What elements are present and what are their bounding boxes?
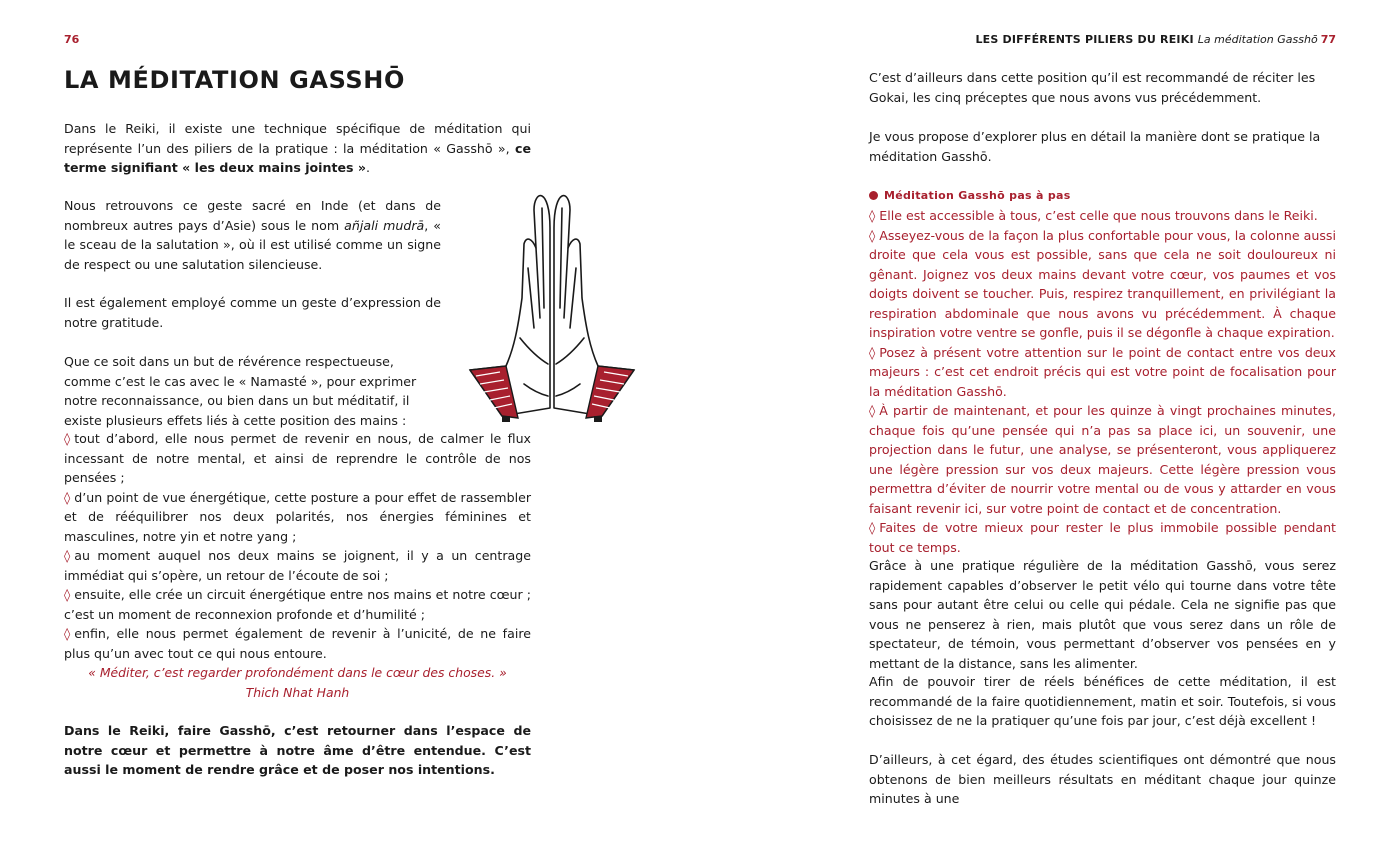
paragraph-anjali	[64, 196, 441, 274]
diamond-bullet-icon: ◊	[64, 431, 71, 446]
list-item: ◊ enfin, elle nous permet également de revenir à l’unicité, de ne faire plus qu’un avec tout ce qui nous entoure.	[64, 626, 531, 661]
quote-text: « Méditer, c’est regarder profondément dans le cœur des choses. »	[88, 665, 507, 680]
paragraph-benefits: Afin de pouvoir tirer de réels bénéfices de cette méditation, il est recommandé de la faire quotidiennement, matin et soir. Toutefois, si vous choisissez de ne la pratiquer qu’une fois par jour, c’est déjà excellent !	[869, 674, 1336, 728]
list-item: ◊ Posez à présent votre attention sur le point de contact entre vos deux majeurs : c’est cet endroit précis qui est votre point de focalisation pour la méditation Gasshō.	[869, 344, 1336, 399]
diamond-bullet-icon: ◊	[869, 208, 876, 223]
list-item: ◊ Elle est accessible à tous, c’est celle que nous trouvons dans le Reiki.	[869, 208, 1318, 223]
quote-author: Thich Nhat Hanh	[245, 684, 350, 700]
paragraph-studies: D’ailleurs, à cet égard, des études scientifiques ont démontré que nous obtenons de bien meilleurs résultats en méditant chaque jour quinze minutes à une	[869, 752, 1336, 806]
diamond-bullet-icon: ◊	[64, 587, 71, 602]
page-number-right: 77	[1320, 33, 1336, 46]
list-item: ◊ Faites de votre mieux pour rester le plus immobile possible pendant tout ce temps.	[869, 520, 1336, 555]
running-head-sub: La méditation Gasshō	[1197, 33, 1318, 46]
paragraph-practice: Grâce à une pratique régulière de la méditation Gasshō, vous serez rapidement capables d’observer le petit vélo qui tourne dans votre tête sans pour autant être celui ou celle qui pédale. Cela ne signifie pas que vous ne penserez à rien, mais plutôt que vous serez dans un rôle de spectateur, de témoin, vous permettant d’observer vos pensées en y mettant de la distance, sans les alimenter.	[869, 558, 1336, 671]
intro-text-a: Dans le Reiki, il existe une technique spécifique de méditation qui représente l’un des piliers de la pratique : la méditation « Gasshō »,	[64, 121, 531, 156]
intro-paragraph	[64, 119, 531, 178]
list-item: ◊ ensuite, elle crée un circuit énergétique entre nos mains et notre cœur ; c’est un moment de reconnexion profonde et d’humilité ;	[64, 587, 531, 622]
list-item: ◊ Asseyez-vous de la façon la plus confortable pour vous, la colonne aussi droite que cela vous est possible, sans que cela ne soit douloureux ni gênant. Joignez vos deux mains devant votre cœur, vos paumes et vos doigts doivent se toucher. Puis, respirez tranquillement, en privilégiant la respiration abdominale que nous avons vu précédemment. À chaque inspiration votre ventre se gonfle, puis il se dégonfle à chaque expiration.	[869, 227, 1336, 340]
running-head-main: LES DIFFÉRENTS PILIERS DU REIKI	[975, 33, 1194, 46]
diamond-bullet-icon: ◊	[869, 227, 876, 243]
bullet-dot-icon	[869, 191, 878, 200]
steps-heading: Méditation Gasshō pas à pas	[869, 189, 1071, 202]
steps-list	[869, 206, 1336, 557]
diamond-bullet-icon: ◊	[869, 520, 876, 535]
list-item: ◊ tout d’abord, elle nous permet de revenir en nous, de calmer le flux incessant de notre mental, et ainsi de reprendre le contrôle de nos pensées ;	[64, 431, 531, 485]
diamond-bullet-icon: ◊	[64, 489, 71, 505]
p2-text-c: , « le sceau de la salutation », où il est utilisé comme un signe de respect ou une salutation silencieuse.	[64, 217, 441, 272]
intro-text-bold: ce terme signifiant « les deux mains jointes »	[64, 140, 531, 175]
p2-text-italic: añjali mudrā	[344, 217, 425, 233]
praying-hands-icon	[462, 188, 642, 428]
list-item: ◊ d’un point de vue énergétique, cette posture a pour effet de rassembler et de rééquilibrer nos deux polarités, nos énergies féminines et masculines, notre yin et notre yang ;	[64, 489, 531, 544]
diamond-bullet-icon: ◊	[64, 626, 71, 641]
diamond-bullet-icon: ◊	[869, 344, 876, 360]
diamond-bullet-icon: ◊	[869, 403, 876, 418]
p2-text-a: Nous retrouvons ce geste sacré en Inde (et dans de nombreux autres pays d’Asie) sous le nom	[64, 198, 441, 233]
paragraph-explore: Je vous propose d’explorer plus en détail la manière dont se pratique la méditation Gasshō.	[869, 129, 1321, 164]
closing-paragraph: Dans le Reiki, faire Gasshō, c’est retourner dans l’espace de notre cœur et permettre à notre âme d’être entendue. C’est aussi le moment de rendre grâce et de poser nos intentions.	[64, 723, 531, 777]
list-item: ◊ À partir de maintenant, et pour les quinze à vingt prochaines minutes, chaque fois qu’une pensée qui n’a pas sa place ici, un souvenir, une projection dans le futur, une analyse, se présenteront, vous appliquerez une légère pression sur vos deux majeurs. Cette légère pression vous permettra d’éviter de nourrir votre mental ou de vous y attarder en vous faisant revenir ici, sur votre point de contact et de concentration.	[869, 403, 1336, 516]
quote-block	[64, 663, 531, 702]
running-head	[975, 33, 1336, 46]
intro-text-c: .	[366, 160, 371, 175]
paragraph-effects-intro: Que ce soit dans un but de révérence respectueuse, comme c’est le cas avec le « Namasté », pour exprimer notre reconnaissance, ou bien dans un but méditatif, il existe plusieurs effets liés à cette position des mains :	[64, 354, 417, 428]
effects-list	[64, 429, 531, 663]
right-page	[700, 0, 1400, 848]
paragraph-gratitude: Il est également employé comme un geste d’expression de notre gratitude.	[64, 295, 441, 330]
paragraph-gokai: C’est d’ailleurs dans cette position qu’il est recommandé de réciter les Gokai, les cinq préceptes que nous avons vus précédemment.	[869, 70, 1316, 105]
list-item: ◊ au moment auquel nos deux mains se joignent, il y a un centrage immédiat qui s’opère, un retour de l’écoute de soi ;	[64, 548, 531, 583]
diamond-bullet-icon: ◊	[64, 548, 71, 563]
page-number-left: 76	[64, 33, 80, 46]
page-title: LA MÉDITATION GASSHŌ	[64, 66, 405, 94]
